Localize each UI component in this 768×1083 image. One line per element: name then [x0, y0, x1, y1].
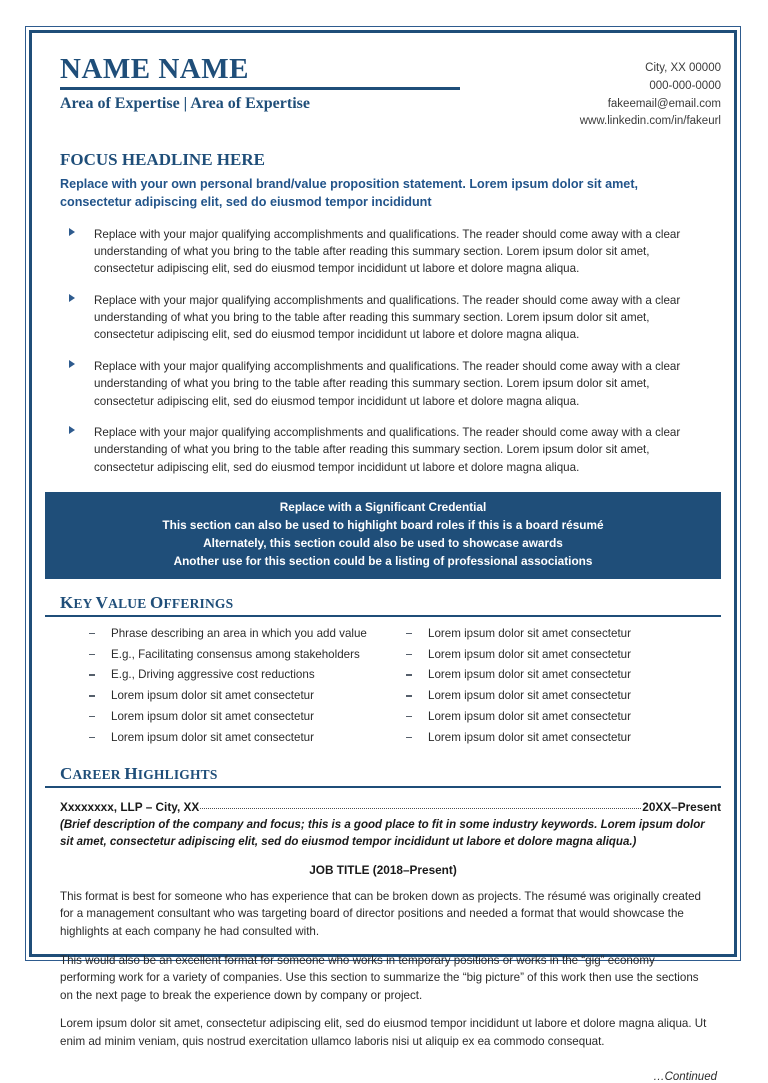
- dash-bullet-icon: [406, 737, 412, 738]
- focus-headline: FOCUS HEADLINE HERE: [60, 150, 265, 169]
- triangle-bullet-icon: [69, 294, 75, 302]
- triangle-bullet-icon: [69, 228, 75, 236]
- job-title: JOB TITLE (2018–Present): [309, 862, 457, 877]
- dash-bullet-icon: [406, 695, 412, 696]
- banner-line-2: This section can also be used to highlight board roles if this is a board résumé: [162, 518, 604, 533]
- company-line: [45, 800, 721, 814]
- triangle-bullet-icon: [69, 360, 75, 368]
- dash-bullet-icon: [406, 633, 412, 634]
- key-value-section: [45, 593, 721, 749]
- candidate-name: NAME NAME: [60, 53, 249, 85]
- dash-bullet-icon: [406, 674, 412, 675]
- dash-bullet-icon: [89, 654, 95, 655]
- list-item: [404, 707, 721, 728]
- credential-banner: [45, 492, 721, 579]
- list-item: [404, 665, 721, 686]
- kv-text: Lorem ipsum dolor sit amet consectetur: [428, 709, 631, 723]
- ch-rest-2: IGHLIGHTS: [137, 767, 218, 783]
- kv-text: Lorem ipsum dolor sit amet consectetur: [428, 647, 631, 661]
- list-item: [67, 292, 704, 344]
- list-item: [87, 686, 404, 707]
- kv-cap-1: K: [60, 592, 74, 612]
- contact-phone: 000-000-0000: [649, 79, 721, 92]
- kv-text: Lorem ipsum dolor sit amet consectetur: [111, 709, 314, 723]
- key-value-left-column: [87, 624, 404, 749]
- kv-text: E.g., Facilitating consensus among stakeholders: [111, 647, 360, 661]
- dash-bullet-icon: [89, 695, 95, 696]
- kv-text: Lorem ipsum dolor sit amet consectetur: [111, 730, 314, 744]
- body-paragraph: This would also be an excellent format for someone who works in temporary positions or works in the “gig” economy performing work for a variety of companies. Use this section to summarize the “big picture” of this work then use the sections on the next page to break the experience down by company or project.: [60, 953, 699, 1002]
- bullet-text: Replace with your major qualifying accomplishments and qualifications. The reader should come away with a clear understanding of what you bring to the table after reading this summary section. Lorem ipsum dolor sit amet, consectetur adipiscing elit, sed do eiusmod tempor incididunt ut labore et dolore magna aliqua.: [94, 359, 681, 408]
- resume-header: [45, 44, 721, 134]
- list-item: [87, 645, 404, 666]
- kv-rest-2: ALUE: [108, 595, 151, 611]
- bullet-text: Replace with your major qualifying accomplishments and qualifications. The reader should come away with a clear understanding of what you bring to the table after reading this summary section. Lorem ipsum dolor sit amet, consectetur adipiscing elit, sed do eiusmod tempor incididunt ut labore et dolore magna aliqua.: [94, 426, 681, 474]
- list-item: [67, 424, 704, 476]
- contact-block: [580, 60, 721, 131]
- bullet-text: Replace with your major qualifying accomplishments and qualifications. The reader should come away with a clear understanding of what you bring to the table after reading this summary section. Lorem ipsum dolor sit amet, consectetur adipiscing elit, sed do eiusmod tempor incididunt ut labore et dolore magna aliqua.: [94, 227, 681, 276]
- dash-bullet-icon: [89, 674, 95, 675]
- name-underline: [60, 87, 460, 90]
- kv-cap-2: V: [95, 592, 109, 612]
- kv-rest-3: FFERINGS: [163, 595, 234, 611]
- banner-line-3: Alternately, this section could also be used to showcase awards: [203, 536, 563, 551]
- continued-footer: …Continued: [653, 1070, 717, 1083]
- ch-cap-2: H: [124, 764, 138, 784]
- focus-statement: Replace with your own personal brand/value proposition statement. Lorem ipsum dolor sit amet, consectetur adipiscing elit, sed do eiusmod tempor incididunt: [60, 177, 639, 210]
- company-description: (Brief description of the company and focus; this is a good place to fit in some industry keywords. Lorem ipsum dolor sit amet, consectetur adipiscing elit, sed do eiusmod tempor incididunt ut labore et dolore magna aliqua.): [60, 819, 705, 849]
- list-item: [87, 707, 404, 728]
- list-item: [87, 624, 404, 645]
- body-paragraph: This format is best for someone who has experience that can be broken down as projects. The résumé was originally created for a management consultant who was targeting board of director positions and needed a format that would showcase the highlights at each company he had consulted with.: [60, 889, 701, 938]
- kv-text: Lorem ipsum dolor sit amet consectetur: [428, 730, 631, 744]
- company-name: Xxxxxxxx, LLP – City, XX: [60, 800, 200, 815]
- bullet-text: Replace with your major qualifying accomplishments and qualifications. The reader should come away with a clear understanding of what you bring to the table after reading this summary section. Lorem ipsum dolor sit amet, consectetur adipiscing elit, sed do eiusmod tempor incididunt ut labore et dolore magna aliqua.: [94, 293, 681, 342]
- banner-line-1: Replace with a Significant Credential: [279, 500, 487, 515]
- contact-location: City, XX 00000: [645, 62, 721, 74]
- list-item: [67, 226, 704, 278]
- dash-bullet-icon: [406, 716, 412, 717]
- contact-email[interactable]: fakeemail@email.com: [607, 97, 721, 110]
- dash-bullet-icon: [89, 716, 95, 717]
- list-item: [87, 665, 404, 686]
- list-item: [67, 358, 704, 410]
- kv-text: E.g., Driving aggressive cost reductions: [111, 668, 315, 682]
- section-heading-career: [45, 764, 721, 784]
- section-underline: [45, 615, 721, 617]
- list-item: [404, 624, 721, 645]
- kv-text: Lorem ipsum dolor sit amet consectetur: [428, 668, 631, 682]
- ch-cap-1: C: [60, 764, 73, 784]
- list-item: [404, 645, 721, 666]
- kv-text: Lorem ipsum dolor sit amet consectetur: [111, 689, 314, 703]
- resume-content: [45, 44, 721, 1083]
- body-paragraph: Lorem ipsum dolor sit amet, consectetur adipiscing elit, sed do eiusmod tempor incididunt ut labore et dolore magna aliqua. Ut enim ad minim veniam, quis nostrud exercitation ullamco laboris nisi ut aliquip ex ea commodo consequat.: [60, 1017, 707, 1048]
- ch-rest-1: AREER: [72, 767, 125, 783]
- contact-linkedin[interactable]: www.linkedin.com/in/fakeurl: [579, 115, 721, 128]
- dash-bullet-icon: [89, 737, 95, 738]
- list-item: [404, 686, 721, 707]
- dash-bullet-icon: [406, 654, 412, 655]
- triangle-bullet-icon: [69, 426, 75, 434]
- kv-text: Lorem ipsum dolor sit amet consectetur: [428, 626, 631, 640]
- list-item: [87, 728, 404, 749]
- focus-section: [45, 150, 721, 212]
- banner-line-4: Another use for this section could be a listing of professional associations: [173, 553, 593, 568]
- kv-text: Phrase describing an area in which you add value: [111, 626, 367, 640]
- kv-text: Lorem ipsum dolor sit amet consectetur: [428, 689, 631, 703]
- dash-bullet-icon: [89, 633, 95, 634]
- kv-rest-1: EY: [73, 595, 96, 611]
- kv-cap-3: O: [150, 592, 164, 612]
- dotted-leader: [200, 808, 641, 809]
- summary-bullet-list: [45, 226, 721, 477]
- name-block: [60, 54, 490, 113]
- employment-dates: 20XX–Present: [642, 800, 721, 815]
- career-highlights-section: [45, 764, 721, 1082]
- section-underline: [45, 786, 721, 788]
- section-heading-key-value: [45, 593, 721, 613]
- list-item: [404, 728, 721, 749]
- key-value-right-column: [404, 624, 721, 749]
- areas-of-expertise: Area of Expertise | Area of Expertise: [60, 95, 310, 113]
- key-value-columns: [45, 624, 721, 749]
